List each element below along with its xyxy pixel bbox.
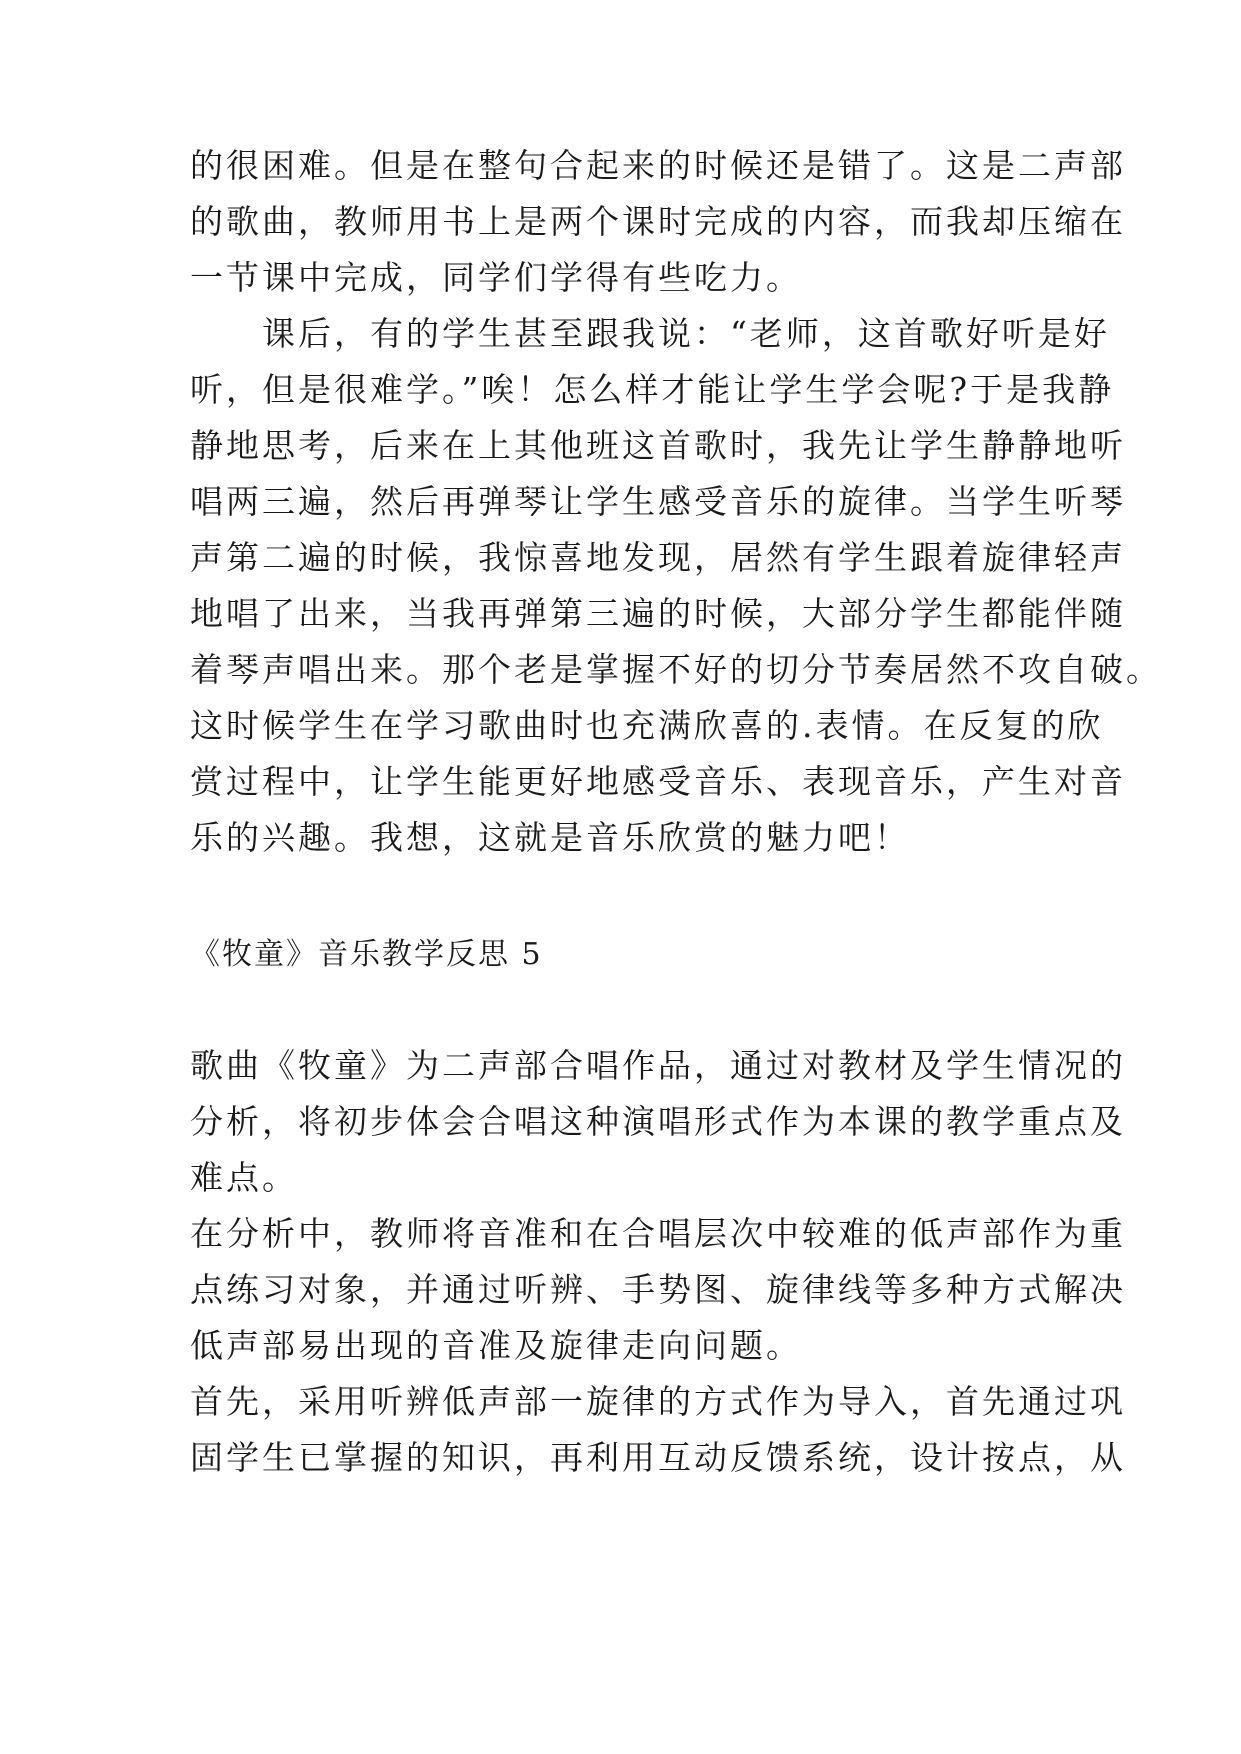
paragraph-line: 首先，采用听辨低声部一旋律的方式作为导入，首先通过巩 [190, 1382, 1126, 1421]
section-title: 《牧童》音乐教学反思 5 [190, 937, 543, 972]
paragraph-line: 听，但是很难学。”唉！怎么样才能让学生学会呢?于是我静 [190, 370, 1115, 409]
paragraph-line: 着琴声唱出来。那个老是掌握不好的切分节奏居然不攻自破。 [190, 650, 1162, 689]
paragraph-line: 在分析中，教师将音准和在合唱层次中较难的低声部作为重 [190, 1214, 1126, 1253]
paragraph-line: 声第二遍的时候，我惊喜地发现，居然有学生跟着旋律轻声 [190, 538, 1126, 577]
paragraph-line: 课后，有的学生甚至跟我说：“老师，这首歌好听是好 [190, 314, 1110, 353]
paragraph-line: 一节课中完成，同学们学得有些吃力。 [190, 258, 802, 297]
paragraph-line: 点练习对象，并通过听辨、手势图、旋律线等多种方式解决 [190, 1270, 1126, 1309]
paragraph-line: 乐的兴趣。我想，这就是音乐欣赏的魅力吧！ [190, 818, 910, 857]
paragraph-line: 分析，将初步体会合唱这种演唱形式作为本课的教学重点及 [190, 1102, 1126, 1141]
paragraph-line: 歌曲《牧童》为二声部合唱作品，通过对教材及学生情况的 [190, 1046, 1126, 1085]
paragraph-line: 地唱了出来，当我再弹第三遍的时候，大部分学生都能伴随 [190, 594, 1126, 633]
paragraph-line: 赏过程中，让学生能更好地感受音乐、表现音乐，产生对音 [190, 762, 1126, 801]
paragraph-line: 这时候学生在学习歌曲时也充满欣喜的.表情。在反复的欣 [190, 706, 1104, 745]
paragraph-line: 唱两三遍，然后再弹琴让学生感受音乐的旋律。当学生听琴 [190, 482, 1126, 521]
paragraph-line: 难点。 [190, 1158, 298, 1197]
paragraph-line: 静地思考，后来在上其他班这首歌时，我先让学生静静地听 [190, 426, 1126, 465]
paragraph-line: 的歌曲，教师用书上是两个课时完成的内容，而我却压缩在 [190, 202, 1126, 241]
paragraph-line: 的很困难。但是在整句合起来的时候还是错了。这是二声部 [190, 146, 1126, 185]
paragraph-line: 低声部易出现的音准及旋律走向问题。 [190, 1326, 802, 1365]
paragraph-line: 固学生已掌握的知识，再利用互动反馈系统，设计按点，从 [190, 1438, 1126, 1477]
